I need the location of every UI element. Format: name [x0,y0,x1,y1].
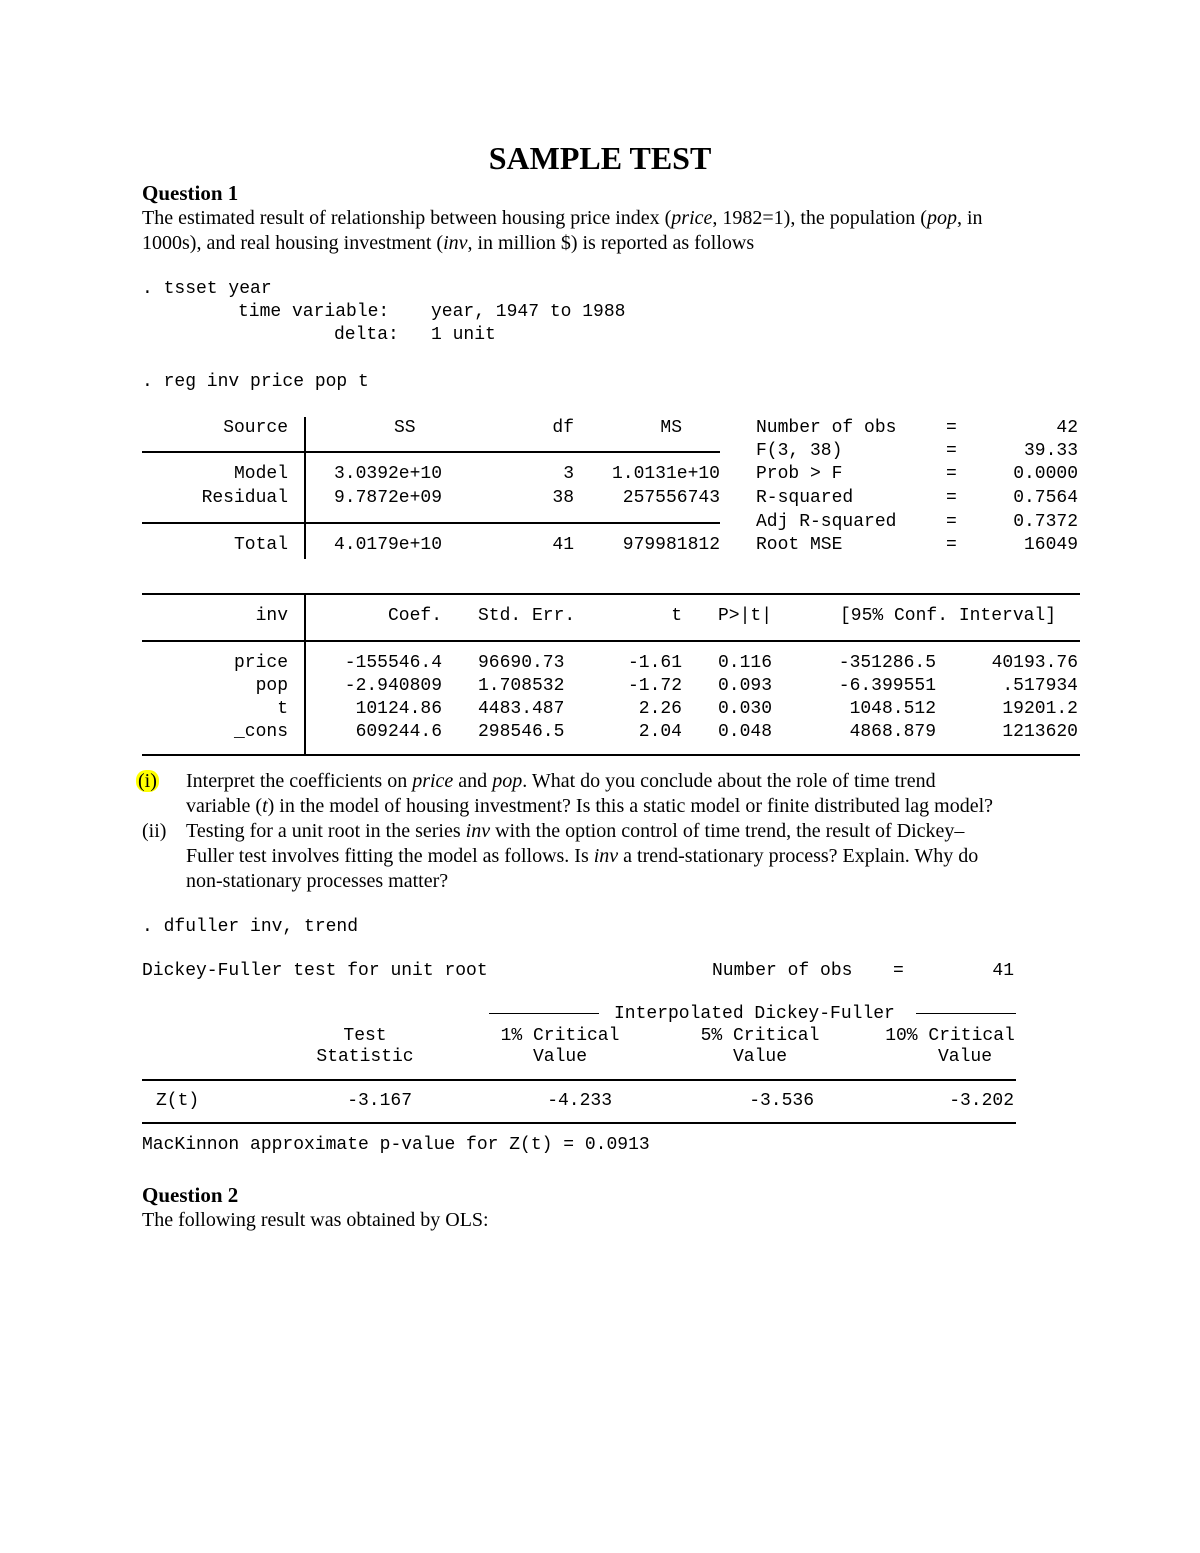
coef-row-coef: 10124.86 [355,699,442,719]
stat-label: Prob > F [756,464,843,484]
question-1-intro-line-2 [142,231,754,256]
page-title: SAMPLE TEST [488,140,712,176]
anova-header-source: Source [223,418,288,438]
stat-value: 0.7564 [1013,488,1078,508]
stat-value: 39.33 [1023,441,1078,461]
coef-row-t: 2.26 [638,699,682,719]
stat-label: R-squared [756,488,854,508]
df-group-header: Interpolated Dickey-Fuller [614,1004,895,1024]
coef-row-ci-low: -6.399551 [838,676,936,696]
coef-row-ci-high: 1213620 [1002,722,1078,742]
coef-header-ci: [95% Conf. Interval] [840,606,1057,626]
coef-row-coef: 609244.6 [355,722,442,742]
df-header-rule [142,1079,1016,1081]
item-text: Interpret the coefficients on [186,770,413,792]
intro-text: , in million $) is reported as follows [467,232,755,254]
df-group-rule-right [916,1013,1016,1014]
item-text: and [453,770,493,792]
coef-row-p: 0.048 [718,722,773,742]
stat-value: 0.0000 [1013,464,1078,484]
question-1-heading: Question 1 [142,181,239,205]
intro-text: , 1982=1), the population ( [712,207,927,229]
item-ii-line-3: non-stationary processes matter? [186,870,449,892]
intro-price-var: price [671,207,713,229]
anova-header-ss: SS [394,418,416,438]
df-row-label: Z(t) [156,1091,200,1111]
coef-header-p: P>|t| [718,606,773,626]
item-text: Fuller test involves fitting the model as follows. Is [186,845,594,867]
item-inv-var: inv [593,845,619,867]
intro-text: , in [956,207,983,229]
coef-header-var: inv [255,606,288,626]
coef-row-ci-low: 1048.512 [849,699,936,719]
coef-row-se: 4483.487 [478,699,565,719]
df-col-statistic: Statistic [316,1047,414,1067]
dfuller-command: . dfuller inv, trend [142,917,359,937]
coef-top-rule [142,593,1080,595]
anova-row-ms: 979981812 [622,535,720,555]
anova-row-df: 41 [552,535,574,555]
anova-header-ms: MS [660,418,682,438]
time-variable-label: time variable: [238,302,390,322]
item-t-var: t [262,795,268,817]
coef-row-p: 0.093 [718,676,773,696]
df-col-5pct-value: Value [732,1047,787,1067]
coef-row-ci-high: .517934 [1002,676,1078,696]
stat-value: 0.7372 [1013,512,1078,532]
item-ii-line-1 [186,819,964,844]
coef-row-ci-low: -351286.5 [838,653,936,673]
item-text: with the option control of time trend, the result of Dickey– [490,820,965,842]
df-pvalue-line: MacKinnon approximate p-value for Z(t) = 0.0913 [142,1135,650,1155]
coef-row-var: pop [255,676,288,696]
df-col-10pct-value: Value [937,1047,992,1067]
df-test-statistic: -3.167 [347,1091,412,1111]
stat-eq: = [946,535,957,555]
anova-row-ss: 3.0392e+10 [334,464,443,484]
df-critical-5pct: -3.536 [749,1091,814,1111]
stat-eq: = [946,512,957,532]
coef-row-var: price [233,653,288,673]
df-title: Dickey-Fuller test for unit root [142,961,488,981]
coef-row-t: -1.72 [627,676,682,696]
anova-row-source: Residual [201,488,288,508]
delta-value: 1 unit [431,325,496,345]
item-text: ) in the model of housing investment? Is this a static model or finite distributed lag model? [267,795,994,817]
item-pop-var: pop [492,770,523,792]
df-col-10pct: 10% Critical [885,1026,1015,1046]
coef-row-se: 1.708532 [478,676,565,696]
coef-row-t: -1.61 [627,653,682,673]
coef-row-coef: -155546.4 [344,653,442,673]
stat-label: Adj R-squared [756,512,897,532]
stat-eq: = [946,441,957,461]
df-critical-1pct: -4.233 [547,1091,612,1111]
time-variable-value: year, 1947 to 1988 [431,302,626,322]
df-nobs-eq: = [893,961,904,981]
df-nobs-value: 41 [992,961,1014,981]
coef-row-ci-high: 40193.76 [991,653,1078,673]
df-col-test: Test [343,1026,387,1046]
intro-text: The estimated result of relationship between housing price index ( [142,207,672,229]
df-group-rule-left [489,1013,599,1014]
coef-bottom-rule [142,754,1080,756]
item-i-marker [136,769,159,794]
anova-row-source: Total [233,535,288,555]
coef-header-se: Std. Err. [478,606,576,626]
df-col-1pct: 1% Critical [500,1026,620,1046]
item-text: . What do you conclude about the role of time trend [522,770,936,792]
stat-value: 16049 [1023,535,1078,555]
df-critical-10pct: -3.202 [949,1091,1014,1111]
anova-row-df: 38 [552,488,574,508]
coef-row-p: 0.116 [718,653,773,673]
item-i-line-1 [186,769,936,794]
anova-total-rule [142,522,720,524]
df-bottom-rule [142,1122,1016,1124]
anova-header-rule [142,451,720,453]
stat-label: F(3, 38) [756,441,843,461]
stat-eq: = [946,488,957,508]
item-text: Testing for a unit root in the series [186,820,466,842]
anova-row-ss: 4.0179e+10 [334,535,443,555]
item-text: variable ( [186,795,263,817]
coef-row-ci-low: 4868.879 [849,722,936,742]
highlighted-marker: (i) [138,770,157,792]
delta-label: delta: [334,325,399,345]
anova-row-ss: 9.7872e+09 [334,488,443,508]
intro-pop-var: pop [926,207,957,229]
coef-header-rule [142,640,1080,642]
item-i-line-2 [186,794,993,819]
stat-label: Number of obs [756,418,897,438]
reg-command: . reg inv price pop t [142,372,369,392]
stat-label: Root MSE [756,535,843,555]
item-ii-line-2 [186,844,978,869]
coef-row-var: t [277,699,288,719]
coef-row-var: _cons [233,722,288,742]
question-2-heading: Question 2 [142,1183,239,1207]
stat-value: 42 [1056,418,1078,438]
item-inv-var: inv [465,820,491,842]
coef-row-coef: -2.940809 [344,676,442,696]
df-col-1pct-value: Value [532,1047,587,1067]
anova-column-rule [304,417,306,559]
anova-header-df: df [552,418,574,438]
stat-eq: = [946,464,957,484]
anova-row-ms: 257556743 [622,488,720,508]
anova-row-source: Model [233,464,288,484]
intro-inv-var: inv [443,232,468,254]
stat-eq: = [946,418,957,438]
intro-text: 1000s), and real housing investment ( [142,232,444,254]
item-price-var: price [412,770,454,792]
coef-header-coef: Coef. [387,606,442,626]
question-2-intro: The following result was obtained by OLS: [142,1209,489,1231]
coef-row-t: 2.04 [638,722,682,742]
coef-row-se: 298546.5 [478,722,565,742]
coef-header-t: t [671,606,682,626]
item-text: a trend-stationary process? Explain. Why do [618,845,979,867]
df-col-5pct: 5% Critical [700,1026,820,1046]
df-nobs-label: Number of obs [712,961,853,981]
question-1-intro-line-1 [142,206,983,231]
coef-row-se: 96690.73 [478,653,565,673]
coef-column-rule [304,593,306,755]
anova-row-df: 3 [563,464,574,484]
item-ii-marker: (ii) [142,820,167,842]
anova-row-ms: 1.0131e+10 [611,464,720,484]
tsset-command: . tsset year [142,279,272,299]
coef-row-ci-high: 19201.2 [1002,699,1078,719]
coef-row-p: 0.030 [718,699,773,719]
